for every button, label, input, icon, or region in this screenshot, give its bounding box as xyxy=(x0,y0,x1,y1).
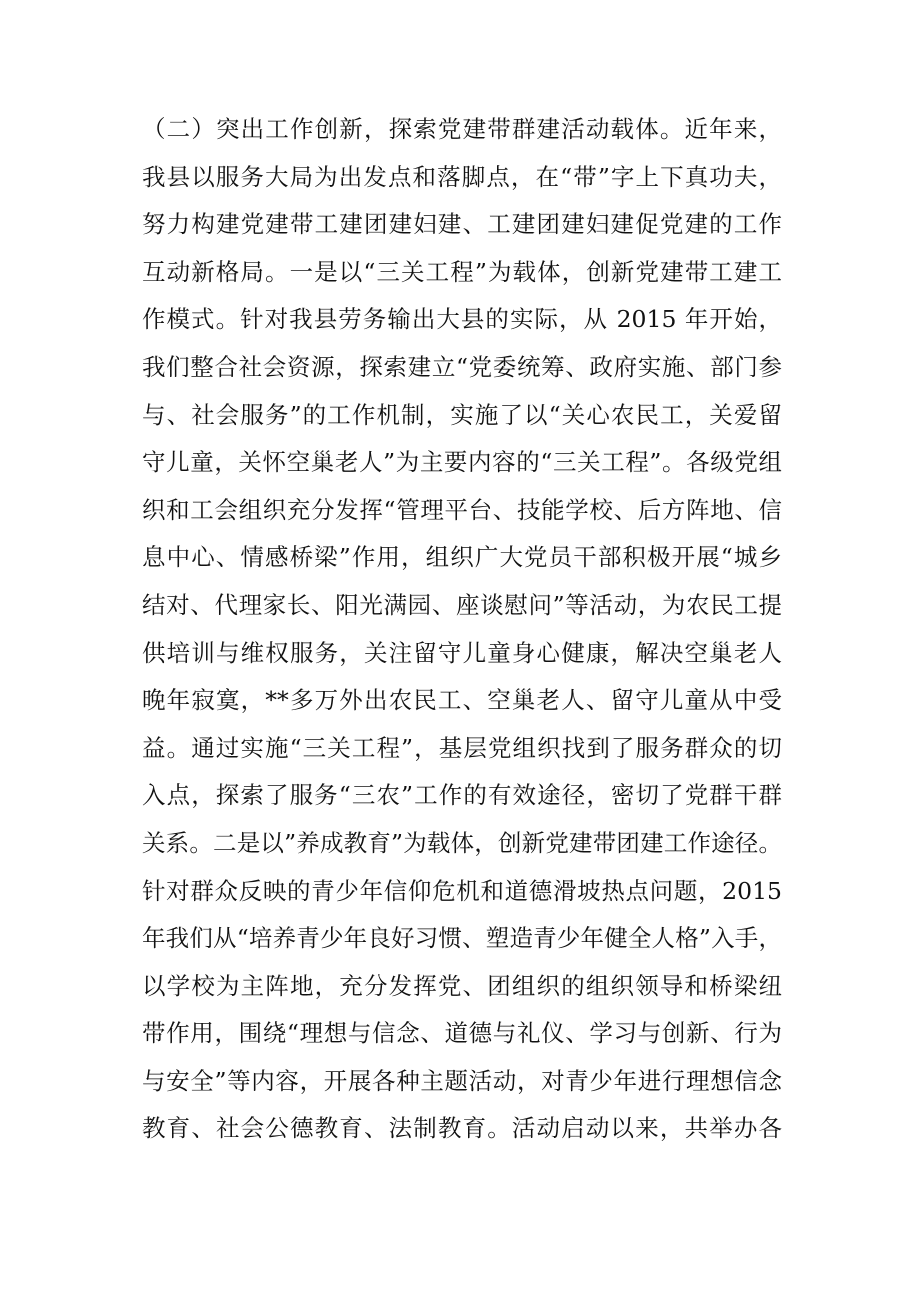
text-line-5: 作模式。针对我县劳务输出大县的实际，从 2015 年开始， xyxy=(142,305,782,334)
text-line-18: 年我们从“培养青少年良好习惯、塑造青少年健全人格”入手， xyxy=(142,924,782,953)
text-line-1: （二）突出工作创新，探索党建带群建活动载体。近年来， xyxy=(142,115,782,143)
body-paragraph xyxy=(142,106,782,1153)
text-line-21: 与安全”等内容，开展各种主题活动，对青少年进行理想信念 xyxy=(142,1066,782,1095)
text-line-10: 息中心、情感桥梁”作用，组织广大党员干部积极开展“城乡 xyxy=(142,543,782,572)
text-line-6: 我们整合社会资源，探索建立“党委统筹、政府实施、部门参 xyxy=(142,352,782,381)
text-line-13: 晚年寂寞，**多万外出农民工、空巢老人、留守儿童从中受 xyxy=(142,686,782,715)
text-line-8: 守儿童，关怀空巢老人”为主要内容的“三关工程”。各级党组 xyxy=(142,448,782,477)
text-line-16: 关系。二是以”养成教育”为载体，创新党建带团建工作途径。 xyxy=(142,828,782,857)
text-line-11: 结对、代理家长、阳光满园、座谈慰问”等活动，为农民工提 xyxy=(142,590,782,619)
text-line-19: 以学校为主阵地，充分发挥党、团组织的组织领导和桥梁纽 xyxy=(142,971,782,1000)
text-line-15: 入点，探索了服务“三农”工作的有效途径，密切了党群干群 xyxy=(142,781,782,810)
text-line-2: 我县以服务大局为出发点和落脚点，在“带”字上下真功夫， xyxy=(142,162,782,191)
text-line-22: 教育、社会公德教育、法制教育。活动启动以来，共举办各 xyxy=(142,1114,782,1143)
text-line-12: 供培训与维权服务，关注留守儿童身心健康，解决空巢老人 xyxy=(142,638,782,667)
text-line-14: 益。通过实施“三关工程”，基层党组织找到了服务群众的切 xyxy=(142,733,782,762)
text-line-17: 针对群众反映的青少年信仰危机和道德滑坡热点问题，2015 xyxy=(142,876,782,905)
text-line-20: 带作用，围绕“理想与信念、道德与礼仪、学习与创新、行为 xyxy=(142,1019,782,1048)
text-line-4: 互动新格局。一是以“三关工程”为载体，创新党建带工建工 xyxy=(142,257,782,286)
text-line-3: 努力构建党建带工建团建妇建、工建团建妇建促党建的工作 xyxy=(142,210,782,239)
text-line-7: 与、社会服务”的工作机制，实施了以“关心农民工，关爱留 xyxy=(142,400,782,429)
text-line-9: 织和工会组织充分发挥“管理平台、技能学校、后方阵地、信 xyxy=(142,495,782,524)
